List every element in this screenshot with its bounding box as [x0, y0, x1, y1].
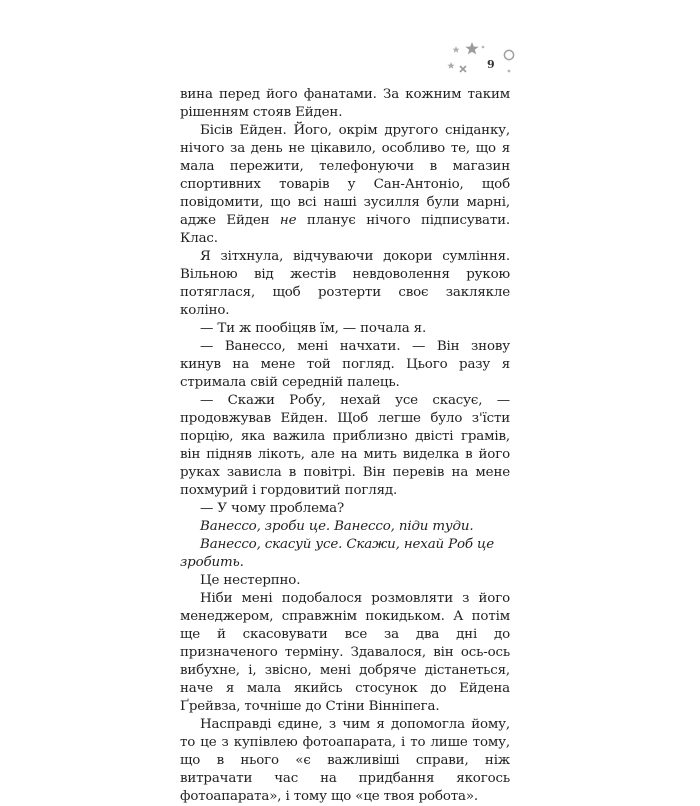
dialogue-line: — Ти ж пообіцяв їм, — почала я.	[200, 321, 427, 336]
dot-icon	[482, 46, 485, 49]
inner-thought: Ванессо, зроби це. Ванессо, піди туди.	[200, 519, 474, 534]
stars-decoration-icon	[442, 38, 522, 82]
dot-icon	[508, 70, 511, 73]
ring-icon	[504, 50, 513, 59]
small-star-icon	[452, 46, 459, 53]
star-icon	[465, 42, 478, 54]
inner-thought: Ванессо, скасуй усе. Скажи, нехай Роб це зробить.	[180, 537, 494, 570]
emphasis: не	[279, 213, 297, 228]
paragraph: Бісів Ейден. Його, окрім другого сніданку, нічого за день не цікавило, особливо те, що я мала пережити, телефонуючи в магазин спортивних товарів у Сан-Антоніо, щоб повідомити, що всі наші зусилля були марні, адже Ейден не планує нічого підписувати. Клас.	[180, 123, 510, 246]
dialogue-line: — Скажи Робу, нехай усе скасує, — продовжував Ейден. Щоб легше було з'їсти порцію, яка важила приблизно двісті грамів, він підняв лікоть, але на мить виделка в його руках зависла в повітрі. Він перевів на мене похмурий і гордовитий погляд.	[180, 393, 510, 498]
dialogue-line: — У чому проблема?	[200, 501, 344, 516]
body-text	[180, 86, 510, 806]
paragraph: Я зітхнула, відчуваючи докори сумління. Вільною від жестів невдоволення рукою потяглася, щоб розтерти своє заклякле коліно.	[180, 249, 510, 318]
paragraph: Насправді єдине, з чим я допомогла йому, то це з купівлею фотоапарата, і то лише тому, що в нього «є важливіші справи, ніж витрачати час на придбання якогось фотоапарата», і тому що «це твоя робота».	[180, 717, 510, 804]
page-number: 9	[487, 58, 495, 71]
paragraph: Це нестерпно.	[200, 573, 301, 588]
dialogue-line: — Ванессо, мені начхати. — Він знову кинув на мене той погляд. Цього разу я стримала свій середній палець.	[180, 339, 510, 390]
tiny-star-icon	[447, 62, 454, 69]
paragraph: вина перед його фанатами. За кожним таким рішенням стояв Ейден.	[180, 87, 510, 120]
paragraph: Ніби мені подобалося розмовляти з його менеджером, справжнім покидьком. А потім ще й скасовувати все за два дні до призначеного терміну. Здавалося, він ось-ось вибухне, і, звісно, мені добряче дістанеться, наче я мала якийсь стосунок до Ейдена Ґрейвза, точніше до Стіни Вінніпега.	[180, 591, 510, 714]
